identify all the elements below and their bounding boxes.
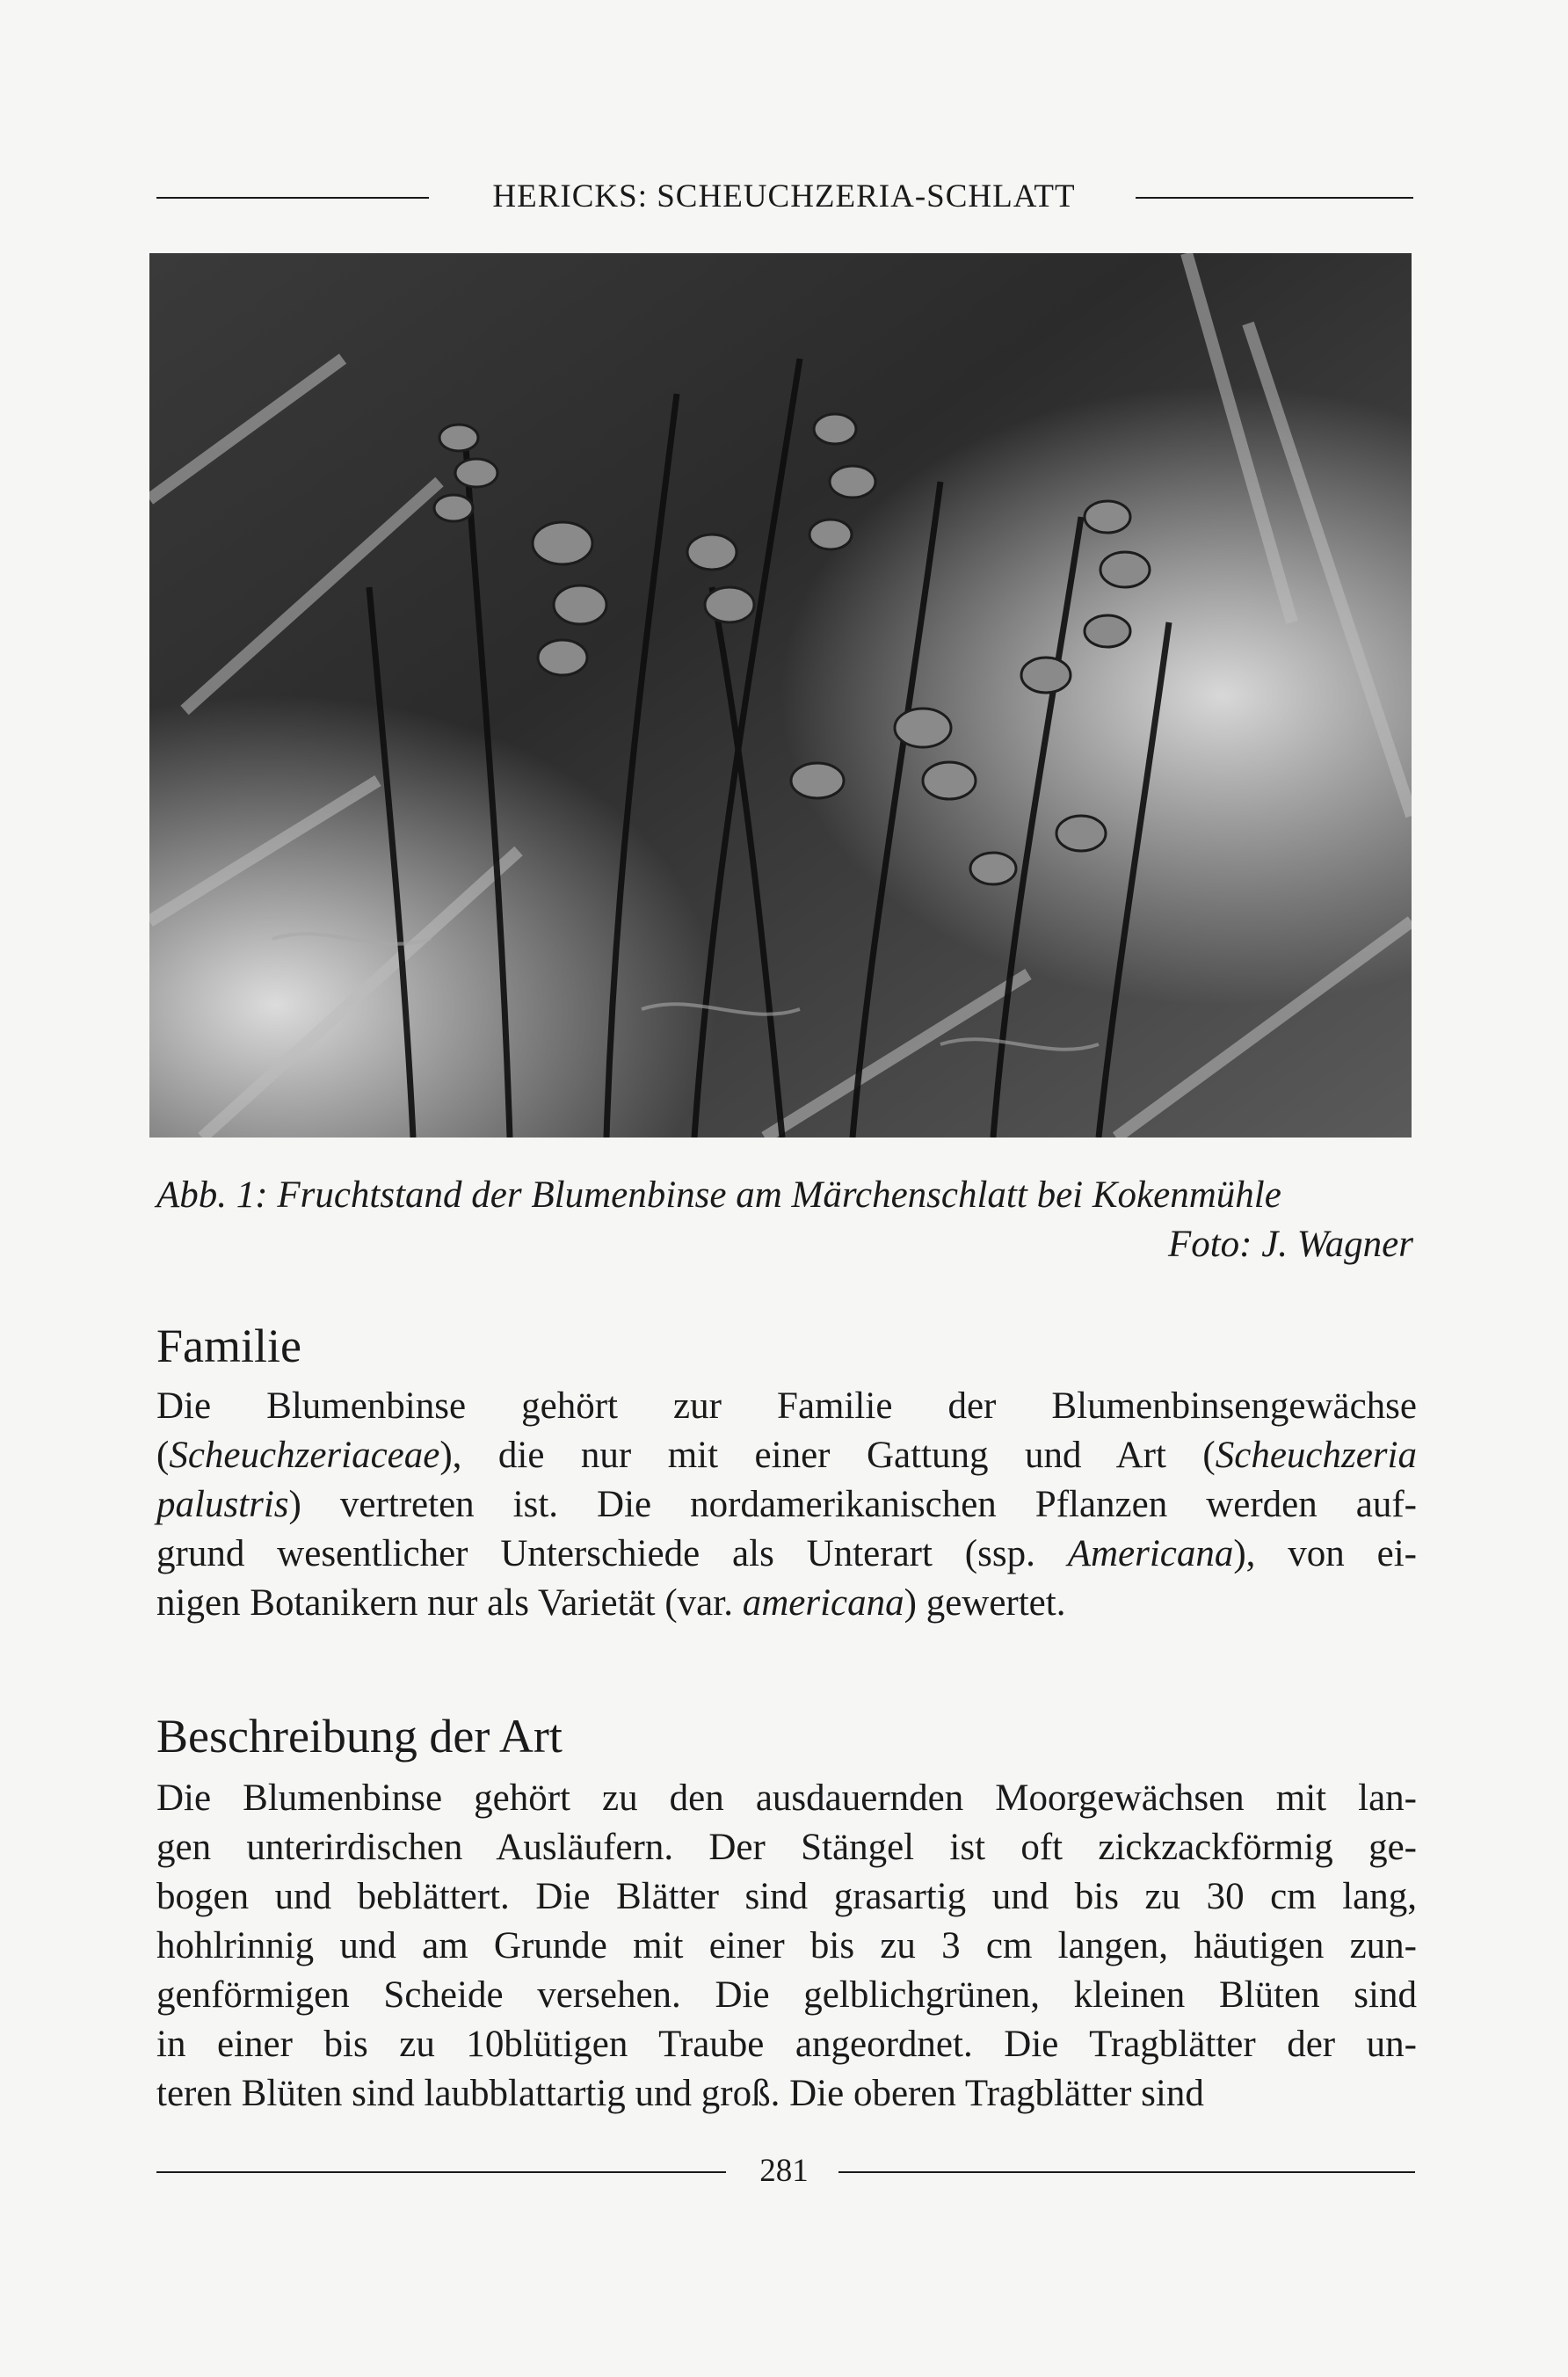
italic-run: Americana [1067, 1533, 1234, 1574]
text-line [156, 2069, 1417, 2119]
figure-photo [149, 253, 1412, 1138]
text-line [156, 1872, 1417, 1922]
text-line [156, 1480, 1417, 1530]
section-heading-beschreibung: Beschreibung der Art [156, 1710, 563, 1763]
section-heading-familie: Familie [156, 1319, 301, 1372]
text-run: teren Blüten sind laubblattartig und groß. Die oberen Tragblätter sind [156, 2073, 1204, 2114]
section-body-beschreibung [156, 1774, 1417, 2119]
italic-run: Scheuchzeria [1215, 1435, 1417, 1476]
italic-run: palustris [156, 1484, 289, 1525]
text-run: genförmigen Scheide versehen. Die gelblichgrünen, kleinen Blüten sind [156, 1974, 1417, 2016]
text-run: bogen und beblättert. Die Blätter sind grasartig und bis zu 30 cm lang, [156, 1876, 1417, 1917]
text-line [156, 1530, 1417, 1579]
text-run: ) gewertet. [904, 1582, 1066, 1624]
text-line [156, 1823, 1417, 1872]
text-run: in einer bis zu 10blütigen Traube angeordnet. Die Tragblätter der un- [156, 2024, 1417, 2065]
text-run: hohlrinnig und am Grunde mit einer bis zu 3 cm langen, häutigen zun- [156, 1925, 1417, 1966]
running-head [0, 178, 1568, 215]
figure-credit: Foto: J. Wagner [1167, 1224, 1413, 1265]
running-head-text: HERICKS: SCHEUCHZERIA-SCHLATT [478, 178, 1089, 214]
text-run: Die Blumenbinse gehört zur Familie der Blumenbinsengewächse [156, 1385, 1417, 1427]
text-line [156, 1971, 1417, 2020]
text-run: ), von ei- [1233, 1533, 1418, 1574]
text-run: gen unterirdischen Ausläufern. Der Stängel ist oft zickzackförmig ge- [156, 1827, 1417, 1868]
text-run: grund wesentlicher Unterschiede als Unterart (ssp. [156, 1533, 1068, 1574]
text-run: ( [156, 1435, 170, 1476]
text-run: ), die nur mit einer Gattung und Art ( [439, 1435, 1216, 1476]
text-run: nigen Botanikern nur als Varietät (var. [156, 1582, 743, 1624]
italic-run: americana [742, 1582, 904, 1624]
figure-caption-block [156, 1171, 1413, 1269]
text-run: Die Blumenbinse gehört zu den ausdauernden Moorgewächsen mit lan- [156, 1777, 1417, 1819]
text-line [156, 2020, 1417, 2069]
text-line [156, 1774, 1417, 1823]
text-run: ) vertreten ist. Die nordamerikanischen Pflanzen werden auf- [288, 1484, 1417, 1525]
text-line [156, 1579, 1417, 1628]
figure-caption: Abb. 1: Fruchtstand der Blumenbinse am Märchenschlatt bei Kokenmühle [156, 1174, 1281, 1216]
text-line [156, 1382, 1417, 1431]
section-body-familie [156, 1382, 1417, 1628]
text-line [156, 1922, 1417, 1971]
text-line [156, 1431, 1417, 1480]
page-number-text: 281 [744, 2153, 824, 2189]
page-number [0, 2152, 1568, 2190]
italic-run: Scheuchzeriaceae [169, 1435, 440, 1476]
